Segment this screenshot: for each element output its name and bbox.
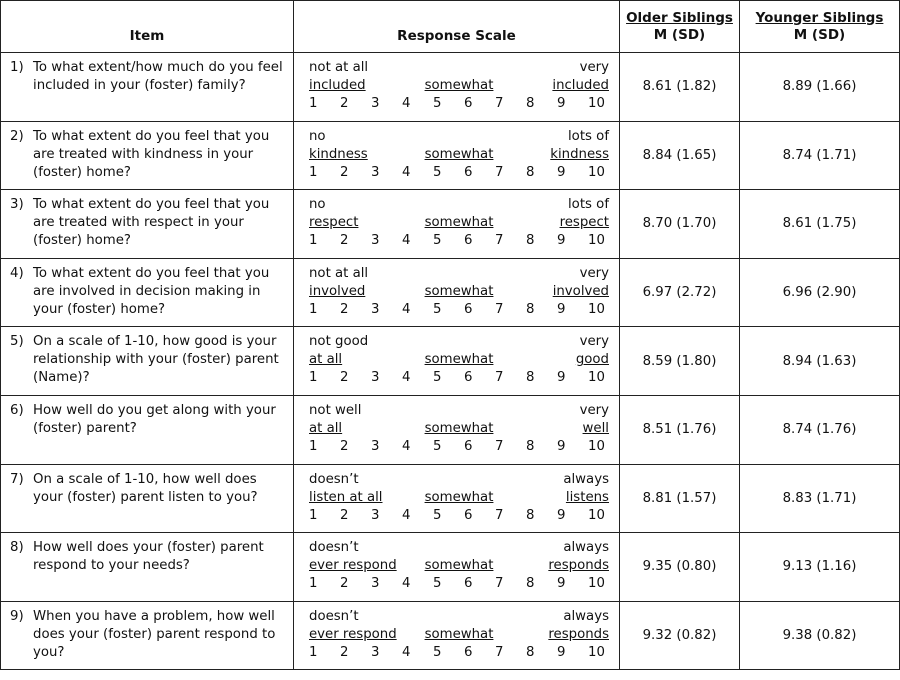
younger-siblings-stat: 8.74 (1.71)	[740, 121, 900, 190]
scale-number: 6	[464, 507, 473, 523]
scale-number: 8	[526, 301, 535, 317]
header-younger-stat: M (SD)	[793, 26, 846, 43]
scale-left-anchor: involved	[309, 283, 366, 299]
scale-mid-anchor: somewhat	[424, 78, 494, 93]
scale-number: 5	[433, 438, 442, 454]
table-row	[1, 533, 900, 602]
item-cell	[1, 190, 294, 259]
scale-number: 5	[433, 233, 442, 249]
scale-number: 4	[402, 438, 411, 454]
response-scale-cell	[294, 258, 620, 327]
scale-number: 4	[402, 576, 411, 592]
scale-left-top: no	[309, 128, 326, 144]
scale-number: 4	[402, 233, 411, 249]
scale-number: 5	[433, 96, 442, 111]
item-cell	[1, 121, 294, 190]
scale-left-anchor: at all	[309, 352, 343, 368]
scale-left-top: not good	[309, 334, 369, 350]
scale-number: 7	[495, 507, 504, 523]
scale-right-anchor: kindness	[550, 146, 609, 162]
scale-number: 4	[402, 301, 411, 317]
scale-number: 8	[526, 370, 535, 386]
scale-number: 2	[340, 370, 349, 386]
older-siblings-stat: 9.32 (0.82)	[620, 601, 740, 670]
scale-right-anchor: well	[582, 420, 609, 436]
scale-left-top: not at all	[309, 60, 369, 75]
item-cell	[1, 601, 294, 670]
item-question: How well do you get along with your (foster) parent?	[33, 402, 276, 436]
younger-siblings-stat: 8.83 (1.71)	[740, 464, 900, 533]
scale-number: 7	[495, 233, 504, 249]
scale-right-anchor: included	[552, 78, 609, 93]
header-younger-siblings	[740, 1, 900, 53]
scale-number: 4	[402, 507, 411, 523]
scale-left-top: not at all	[309, 265, 369, 281]
scale-number: 4	[402, 96, 411, 111]
scale-number: 2	[340, 164, 349, 180]
scale-number: 7	[495, 576, 504, 592]
scale-number: 3	[371, 96, 380, 111]
scale-number: 3	[371, 370, 380, 386]
scale-number: 3	[371, 438, 380, 454]
scale-numbers	[309, 95, 609, 113]
scale-right-anchor: listens	[565, 489, 609, 505]
scale-right-anchor: respect	[559, 215, 609, 231]
item-question: On a scale of 1-10, how good is your relationship with your (foster) parent (Name)?	[33, 334, 279, 386]
table-row	[1, 464, 900, 533]
scale-number: 3	[371, 164, 380, 180]
header-older-label: Older Siblings	[626, 9, 733, 26]
scale-number: 6	[464, 301, 473, 317]
scale-right-anchor: involved	[552, 283, 609, 299]
scale-number: 3	[371, 301, 380, 317]
scale-right-top: very	[579, 402, 609, 418]
younger-siblings-stat: 8.94 (1.63)	[740, 327, 900, 396]
response-scale-cell	[294, 53, 620, 122]
response-scale-cell	[294, 327, 620, 396]
scale-number: 1	[309, 644, 318, 660]
scale-left-anchor: kindness	[309, 146, 368, 162]
scale-right-anchor: responds	[548, 558, 609, 574]
scale-number: 10	[588, 233, 605, 249]
scale-number: 6	[464, 576, 473, 592]
scale-left-top: doesn’t	[309, 540, 359, 556]
scale-number: 2	[340, 576, 349, 592]
item-number: 5)	[10, 334, 24, 350]
older-siblings-stat: 6.97 (2.72)	[620, 258, 740, 327]
scale-number: 9	[557, 233, 566, 249]
scale-right-top: very	[579, 334, 609, 350]
scale-number: 9	[557, 438, 566, 454]
scale-number: 6	[464, 644, 473, 660]
scale-number: 6	[464, 96, 473, 111]
scale-number: 2	[340, 301, 349, 317]
item-question: To what extent do you feel that you are treated with kindness in your (foster) home?	[33, 128, 270, 180]
response-scale-cell	[294, 190, 620, 259]
younger-siblings-stat: 8.61 (1.75)	[740, 190, 900, 259]
scale-mid-anchor: somewhat	[424, 558, 494, 574]
scale-number: 10	[588, 438, 605, 454]
older-siblings-stat: 9.35 (0.80)	[620, 533, 740, 602]
scale-left-top: doesn’t	[309, 471, 359, 487]
scale-number: 4	[402, 644, 411, 660]
scale-number: 2	[340, 96, 349, 111]
scale-left-top: not well	[309, 402, 362, 418]
item-number: 7)	[10, 471, 24, 487]
scale-number: 1	[309, 301, 318, 317]
scale-mid-anchor: somewhat	[424, 626, 494, 642]
scale-number: 10	[588, 96, 605, 111]
scale-number: 3	[371, 576, 380, 592]
scale-number: 8	[526, 96, 535, 111]
response-scale-cell	[294, 533, 620, 602]
scale-number: 7	[495, 438, 504, 454]
scale-right-top: lots of	[567, 197, 609, 213]
scale-numbers	[309, 438, 609, 456]
scale-number: 8	[526, 164, 535, 180]
header-younger-label: Younger Siblings	[755, 9, 884, 26]
younger-siblings-stat: 9.13 (1.16)	[740, 533, 900, 602]
scale-number: 2	[340, 438, 349, 454]
table-row	[1, 258, 900, 327]
table-row	[1, 121, 900, 190]
younger-siblings-stat: 6.96 (2.90)	[740, 258, 900, 327]
item-number: 6)	[10, 402, 24, 418]
scale-number: 5	[433, 507, 442, 523]
scale-left-top: no	[309, 197, 326, 213]
item-cell	[1, 53, 294, 122]
scale-numbers	[309, 644, 609, 662]
scale-number: 1	[309, 96, 318, 111]
scale-number: 2	[340, 644, 349, 660]
header-older-stat: M (SD)	[653, 26, 706, 43]
scale-mid-anchor: somewhat	[424, 215, 494, 231]
item-number: 8)	[10, 540, 24, 556]
scale-number: 1	[309, 507, 318, 523]
scale-mid-anchor: somewhat	[424, 420, 494, 436]
scale-right-anchor: good	[575, 352, 609, 368]
scale-numbers	[309, 507, 609, 525]
item-cell	[1, 533, 294, 602]
older-siblings-stat: 8.51 (1.76)	[620, 395, 740, 464]
scale-number: 6	[464, 233, 473, 249]
scale-mid-anchor: somewhat	[424, 352, 494, 368]
scale-mid-anchor: somewhat	[424, 283, 494, 299]
scale-number: 7	[495, 301, 504, 317]
scale-number: 3	[371, 233, 380, 249]
scale-number: 1	[309, 576, 318, 592]
scale-numbers	[309, 164, 609, 182]
scale-numbers	[309, 575, 609, 593]
scale-right-top: lots of	[567, 128, 609, 144]
item-question: To what extent do you feel that you are involved in decision making in your (foster) home?	[33, 265, 270, 317]
scale-right-top: very	[579, 60, 609, 75]
scale-numbers	[309, 232, 609, 250]
scale-number: 5	[433, 164, 442, 180]
scale-left-anchor: respect	[309, 215, 359, 231]
scale-number: 8	[526, 644, 535, 660]
younger-siblings-stat: 8.74 (1.76)	[740, 395, 900, 464]
scale-number: 10	[588, 507, 605, 523]
scale-number: 6	[464, 164, 473, 180]
scale-number: 7	[495, 164, 504, 180]
scale-right-top: always	[563, 608, 609, 624]
item-number: 3)	[10, 197, 24, 213]
scale-number: 10	[588, 576, 605, 592]
scale-number: 1	[309, 438, 318, 454]
scale-number: 5	[433, 370, 442, 386]
scale-number: 9	[557, 507, 566, 523]
scale-number: 9	[557, 576, 566, 592]
scale-number: 10	[588, 301, 605, 317]
scale-numbers	[309, 369, 609, 387]
scale-number: 1	[309, 370, 318, 386]
table-row	[1, 190, 900, 259]
scale-number: 8	[526, 507, 535, 523]
scale-right-top: always	[563, 540, 609, 556]
scale-number: 4	[402, 164, 411, 180]
item-question: On a scale of 1-10, how well does your (foster) parent listen to you?	[33, 471, 258, 505]
scale-number: 1	[309, 233, 318, 249]
response-scale-cell	[294, 464, 620, 533]
younger-siblings-stat: 8.89 (1.66)	[740, 53, 900, 122]
item-cell	[1, 327, 294, 396]
scale-number: 9	[557, 96, 566, 111]
scale-number: 5	[433, 644, 442, 660]
scale-number: 7	[495, 370, 504, 386]
scale-left-anchor: ever respond	[309, 558, 397, 574]
scale-number: 8	[526, 576, 535, 592]
scale-right-anchor: responds	[548, 626, 609, 642]
scale-number: 3	[371, 507, 380, 523]
header-response-scale: Response Scale	[294, 1, 620, 53]
table-row	[1, 327, 900, 396]
scale-number: 9	[557, 644, 566, 660]
header-row	[1, 1, 900, 53]
scale-number: 6	[464, 370, 473, 386]
scale-number: 10	[588, 370, 605, 386]
item-number: 4)	[10, 265, 24, 281]
scale-number: 10	[588, 164, 605, 180]
scale-right-top: very	[579, 265, 609, 281]
scale-number: 2	[340, 507, 349, 523]
header-older-siblings	[620, 1, 740, 53]
response-scale-cell	[294, 121, 620, 190]
item-question: To what extent do you feel that you are treated with respect in your (foster) home?	[33, 197, 270, 249]
item-number: 1)	[10, 60, 24, 75]
item-number: 2)	[10, 128, 24, 144]
item-question: To what extent/how much do you feel included in your (foster) family?	[33, 60, 283, 93]
scale-number: 4	[402, 370, 411, 386]
scale-number: 9	[557, 370, 566, 386]
scale-number: 3	[371, 644, 380, 660]
item-number: 9)	[10, 608, 24, 624]
scale-number: 7	[495, 644, 504, 660]
response-scale-cell	[294, 601, 620, 670]
scale-number: 5	[433, 576, 442, 592]
table-row	[1, 53, 900, 122]
scale-numbers	[309, 301, 609, 319]
scale-number: 9	[557, 164, 566, 180]
scale-left-anchor: ever respond	[309, 626, 397, 642]
scale-number: 1	[309, 164, 318, 180]
scale-left-anchor: at all	[309, 420, 343, 436]
older-siblings-stat: 8.59 (1.80)	[620, 327, 740, 396]
item-cell	[1, 464, 294, 533]
scale-number: 6	[464, 438, 473, 454]
scale-number: 7	[495, 96, 504, 111]
item-cell	[1, 258, 294, 327]
scale-number: 2	[340, 233, 349, 249]
older-siblings-stat: 8.61 (1.82)	[620, 53, 740, 122]
item-cell	[1, 395, 294, 464]
older-siblings-stat: 8.81 (1.57)	[620, 464, 740, 533]
scale-mid-anchor: somewhat	[424, 489, 494, 505]
scale-left-top: doesn’t	[309, 608, 359, 624]
older-siblings-stat: 8.84 (1.65)	[620, 121, 740, 190]
item-question: How well does your (foster) parent respond to your needs?	[33, 540, 264, 574]
older-siblings-stat: 8.70 (1.70)	[620, 190, 740, 259]
scale-left-anchor: listen at all	[309, 489, 383, 505]
scale-number: 10	[588, 644, 605, 660]
scale-number: 9	[557, 301, 566, 317]
scale-number: 8	[526, 233, 535, 249]
scale-number: 8	[526, 438, 535, 454]
younger-siblings-stat: 9.38 (0.82)	[740, 601, 900, 670]
item-question: When you have a problem, how well does your (foster) parent respond to you?	[33, 608, 276, 660]
scale-right-top: always	[563, 471, 609, 487]
scale-left-anchor: included	[309, 78, 366, 93]
header-item: Item	[1, 1, 294, 53]
table-row	[1, 601, 900, 670]
table-row	[1, 395, 900, 464]
scale-number: 5	[433, 301, 442, 317]
response-scale-cell	[294, 395, 620, 464]
scale-mid-anchor: somewhat	[424, 146, 494, 162]
